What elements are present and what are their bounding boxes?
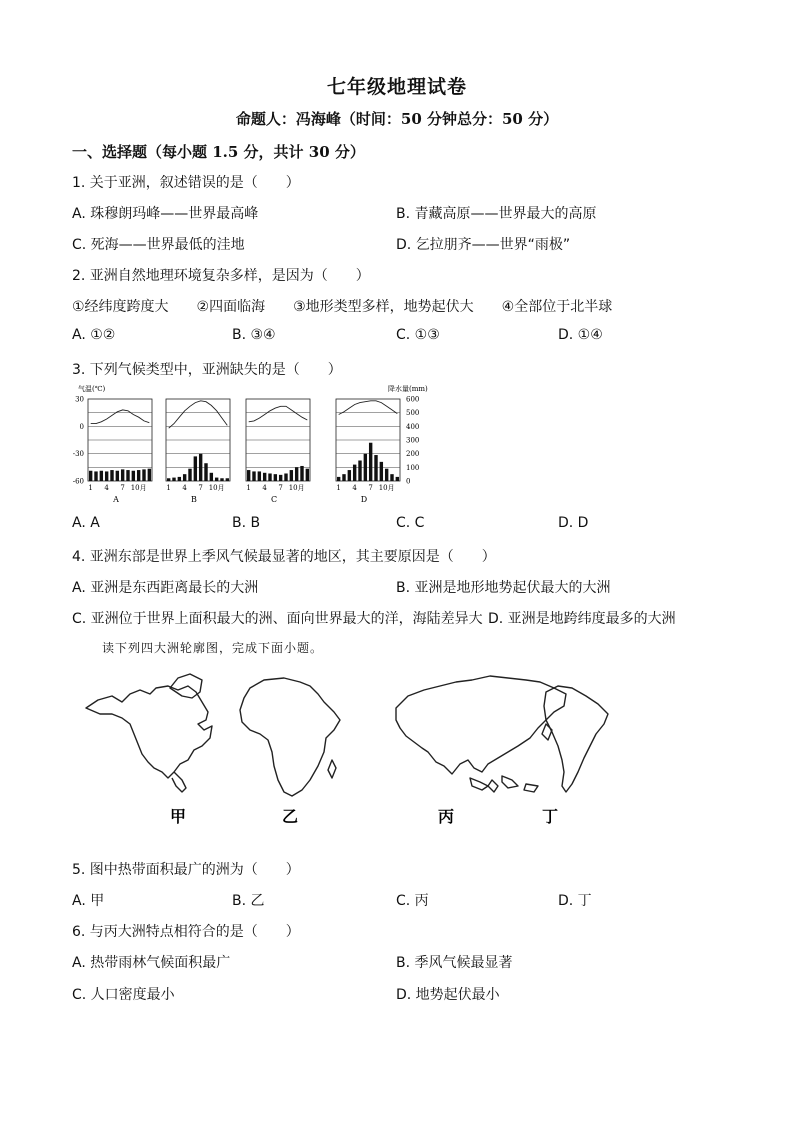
question-1-option-b[interactable]: B. 青藏高原——世界最大的高原 — [396, 206, 597, 222]
precip-bar — [374, 455, 377, 481]
question-5-option-d[interactable]: D. 丁 — [558, 893, 592, 909]
precip-bar — [342, 474, 345, 481]
map-instruction: 读下列四大洲轮廓图，完成下面小题。 — [102, 641, 324, 655]
temp-tick-label: -30 — [72, 450, 84, 459]
month-tick-label: 10月 — [208, 484, 225, 492]
question-3-option-b[interactable]: B. B — [232, 515, 261, 531]
precip-bar — [188, 469, 191, 481]
precip-bar — [220, 478, 223, 481]
precip-bar — [148, 469, 151, 481]
temp-tick-label: 0 — [79, 422, 84, 431]
month-tick-label: 4 — [352, 484, 357, 492]
precip-bar — [284, 473, 287, 481]
temp-axis-title: 气温(℃) — [78, 385, 106, 393]
section-heading: 一、选择题（每小题 1.5 分，共计 30 分） — [72, 143, 365, 161]
precip-bar — [137, 470, 140, 481]
asia-outline — [396, 676, 566, 774]
month-tick-label: 4 — [104, 484, 109, 492]
precip-bar — [94, 471, 97, 481]
temp-tick-label: 30 — [75, 395, 84, 404]
question-5-option-b[interactable]: B. 乙 — [232, 893, 265, 909]
month-tick-label: 1 — [336, 484, 341, 492]
climate-panel-B — [166, 399, 230, 504]
question-4-option-d[interactable]: D. 亚洲是地跨纬度最多的大洲 — [488, 611, 676, 627]
precip-tick-label: 300 — [406, 436, 420, 445]
precip-bar — [172, 478, 175, 481]
question-1-stem: 1. 关于亚洲，叙述错误的是（ ） — [72, 175, 300, 191]
month-tick-label: 4 — [262, 484, 267, 492]
month-tick-label: 1 — [88, 484, 93, 492]
page-title: 七年级地理试卷 — [326, 76, 467, 98]
month-tick-label: 7 — [368, 484, 373, 492]
month-tick-label: 10月 — [288, 484, 305, 492]
precip-tick-label: 0 — [406, 477, 411, 486]
precip-bar — [121, 469, 124, 481]
question-6-option-b[interactable]: B. 季风气候最显著 — [396, 955, 513, 971]
question-4-option-c[interactable]: C. 亚洲位于世界上面积最大的洲、面向世界最大的洋，海陆差异大 — [72, 611, 483, 627]
precip-bar — [199, 454, 202, 481]
month-tick-label: 7 — [198, 484, 203, 492]
question-6-stem: 6. 与丙大洲特点相符合的是（ ） — [72, 924, 300, 940]
month-tick-label: 7 — [278, 484, 283, 492]
month-tick-label: 7 — [120, 484, 125, 492]
climate-panel-A — [88, 399, 152, 504]
temperature-line — [91, 410, 150, 424]
panel-label: C — [270, 495, 278, 504]
month-tick-label: 4 — [182, 484, 187, 492]
question-2-option-d[interactable]: D. ①④ — [558, 327, 603, 343]
continent-label: 乙 — [281, 807, 299, 826]
precip-bar — [369, 443, 372, 481]
question-2-stem: 2. 亚洲自然地理环境复杂多样，是因为（ ） — [72, 268, 370, 284]
precip-bar — [105, 471, 108, 481]
precip-bar — [290, 470, 293, 481]
question-6-option-a[interactable]: A. 热带雨林气候面积最广 — [72, 955, 231, 971]
continent-label: 丁 — [541, 807, 559, 826]
precip-bar — [306, 469, 309, 481]
question-3-option-d[interactable]: D. D — [558, 515, 589, 531]
precip-bar — [258, 471, 261, 481]
precip-bar — [167, 478, 170, 481]
question-6-option-d[interactable]: D. 地势起伏最小 — [396, 987, 500, 1003]
month-tick-label: 10月 — [130, 484, 147, 492]
precip-bar — [385, 469, 388, 481]
precip-bar — [279, 475, 282, 481]
temperature-line — [249, 406, 308, 422]
precip-axis-title: 降水量(mm) — [388, 385, 428, 393]
continent-label: 甲 — [169, 807, 187, 826]
panel-label: B — [191, 495, 197, 504]
precip-bar — [348, 470, 351, 481]
precip-bar — [274, 474, 277, 481]
precip-bar — [142, 469, 145, 481]
exam-info: 命题人：冯海峰（时间：50 分钟总分：50 分） — [235, 110, 559, 128]
panel-label: A — [113, 495, 119, 504]
precip-tick-label: 500 — [406, 409, 420, 418]
question-1-option-c[interactable]: C. 死海——世界最低的洼地 — [72, 237, 245, 253]
question-1-option-a[interactable]: A. 珠穆朗玛峰——世界最高峰 — [72, 206, 259, 222]
precip-bar — [263, 473, 266, 481]
question-5-option-c[interactable]: C. 丙 — [396, 893, 429, 909]
temp-tick-label: -60 — [72, 477, 84, 486]
question-5-option-a[interactable]: A. 甲 — [72, 893, 105, 909]
question-1-option-d[interactable]: D. 乞拉朋齐——世界“雨极” — [396, 237, 571, 253]
precip-bar — [210, 473, 213, 481]
precip-bar — [390, 474, 393, 481]
precip-bar — [194, 456, 197, 481]
question-6-option-c[interactable]: C. 人口密度最小 — [72, 987, 175, 1003]
precip-bar — [132, 471, 135, 481]
question-3-option-a[interactable]: A. A — [72, 515, 100, 531]
precip-bar — [183, 474, 186, 481]
question-2-option-a[interactable]: A. ①② — [72, 327, 116, 343]
precip-bar — [295, 467, 298, 481]
question-4-option-a[interactable]: A. 亚洲是东西距离最长的大洲 — [72, 580, 259, 596]
precip-bar — [380, 462, 383, 481]
climate-panel-C — [246, 399, 310, 504]
climate-panel-D — [336, 399, 400, 504]
question-2-statements: ①经纬度跨度大 ②四面临海 ③地形类型多样，地势起伏大 ④全部位于北半球 — [72, 299, 613, 315]
precip-bar — [364, 454, 367, 481]
north-america-outline — [86, 686, 212, 778]
month-tick-label: 1 — [246, 484, 251, 492]
precip-bar — [337, 477, 340, 481]
precip-bar — [110, 470, 113, 481]
question-3-stem: 3. 下列气候类型中，亚洲缺失的是（ ） — [72, 362, 342, 378]
precip-bar — [126, 470, 129, 481]
precip-bar — [396, 477, 399, 481]
question-4-stem: 4. 亚洲东部是世界上季风气候最显著的地区，其主要原因是（ ） — [72, 549, 496, 565]
continent-label: 丙 — [437, 807, 455, 826]
month-tick-label: 1 — [166, 484, 171, 492]
precip-tick-label: 200 — [406, 450, 420, 459]
month-tick-label: 10月 — [378, 484, 395, 492]
precip-bar — [353, 465, 356, 481]
panel-label: D — [360, 495, 368, 504]
climate-charts — [66, 381, 446, 511]
continent-maps — [78, 668, 638, 833]
precip-tick-label: 100 — [406, 463, 420, 472]
greenland-outline — [170, 674, 202, 698]
precip-bar — [204, 463, 207, 481]
question-2-option-c[interactable]: C. ①③ — [396, 327, 440, 343]
precip-bar — [178, 477, 181, 481]
precip-bar — [268, 473, 271, 481]
question-2-option-b[interactable]: B. ③④ — [232, 327, 276, 343]
precip-bar — [89, 471, 92, 481]
precip-tick-label: 400 — [406, 422, 420, 431]
precip-bar — [100, 471, 103, 481]
precip-bar — [226, 478, 229, 481]
precip-bar — [247, 470, 250, 481]
question-4-option-b[interactable]: B. 亚洲是地形地势起伏最大的大洲 — [396, 580, 611, 596]
precip-bar — [358, 461, 361, 482]
south-america-outline — [544, 686, 608, 792]
africa-outline — [240, 678, 340, 796]
temperature-line — [169, 401, 228, 428]
question-3-option-c[interactable]: C. C — [396, 515, 425, 531]
precip-bar — [215, 478, 218, 481]
precip-bar — [116, 471, 119, 481]
precip-bar — [252, 471, 255, 481]
question-5-stem: 5. 图中热带面积最广的洲为（ ） — [72, 862, 300, 878]
precip-tick-label: 600 — [406, 395, 420, 404]
precip-bar — [300, 466, 303, 481]
